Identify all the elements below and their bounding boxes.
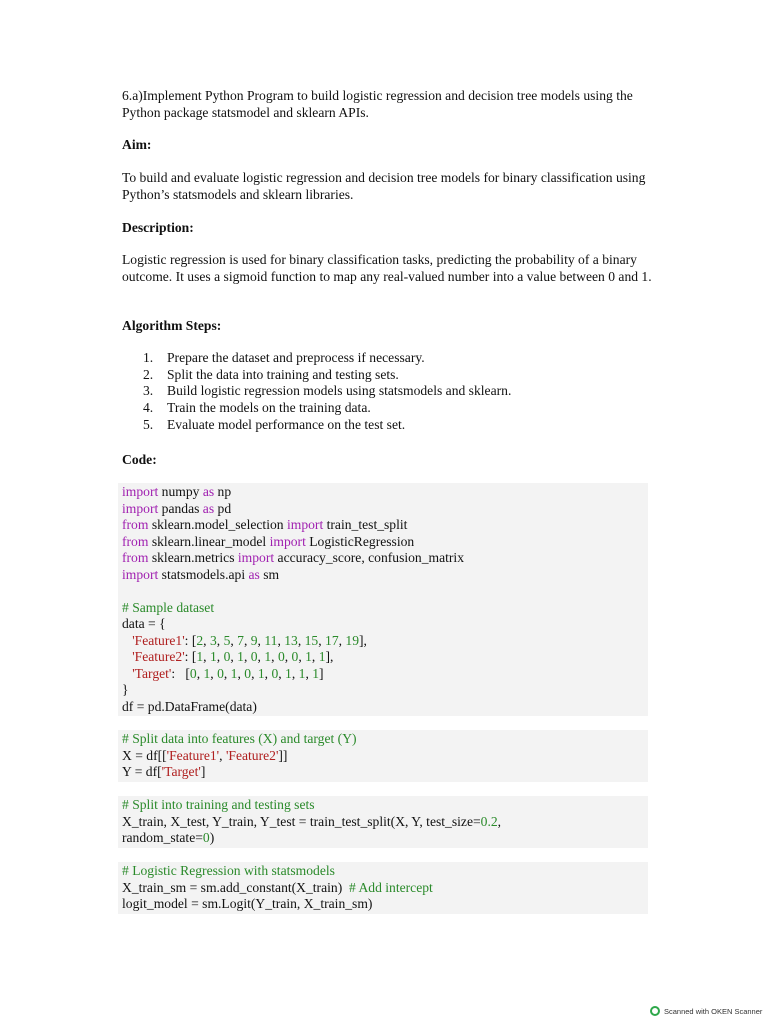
- code-number: 1: [318, 649, 326, 664]
- code-keyword: as: [248, 566, 260, 582]
- code-line: [122, 583, 648, 600]
- oken-scanner-logo-icon: [650, 1006, 660, 1016]
- code-string: 'Target': [132, 665, 172, 681]
- list-item: [143, 383, 511, 400]
- code-keyword: import: [269, 533, 306, 549]
- step-text: Prepare the dataset and preprocess if necessary.: [167, 350, 425, 365]
- code-number: 1: [298, 665, 306, 681]
- code-text: ],: [325, 649, 334, 664]
- code-text: ,: [257, 632, 265, 648]
- code-text: ,: [298, 649, 306, 664]
- code-comment: # Add intercept: [349, 879, 433, 895]
- code-number: 0: [250, 649, 258, 664]
- step-number: 3.: [143, 383, 154, 399]
- code-text: ,: [196, 665, 204, 681]
- code-text: ,: [251, 665, 258, 681]
- code-line: [122, 600, 648, 617]
- code-text: ,: [291, 665, 299, 681]
- code-text: X_train_sm = sm.add_constant(X_train): [122, 879, 350, 895]
- code-text: accuracy_score, confusion_matrix: [274, 550, 465, 565]
- code-text: : [: [184, 632, 197, 648]
- code-number: 9: [250, 632, 258, 648]
- code-number: 1: [285, 665, 292, 681]
- code-block-feature-split: [118, 730, 648, 782]
- code-text: ,: [264, 665, 272, 681]
- code-text: sklearn.metrics: [148, 550, 238, 565]
- step-number: 5.: [143, 416, 154, 432]
- code-text: sklearn.model_selection: [148, 517, 287, 532]
- code-keyword: import: [237, 550, 275, 565]
- code-text: ): [209, 830, 215, 845]
- code-comment: # Split into training and testing sets: [122, 797, 315, 812]
- step-text: Evaluate model performance on the test set.: [167, 416, 406, 432]
- code-block-imports-dataset: [118, 483, 648, 716]
- list-item: [143, 350, 511, 367]
- code-text: train_test_split: [323, 517, 408, 532]
- code-number: 15: [304, 632, 319, 648]
- code-number: 1: [312, 665, 320, 681]
- code-line: [122, 649, 648, 666]
- code-text: ,: [203, 632, 210, 648]
- code-number: 0: [217, 665, 224, 681]
- step-text: Split the data into training and testing sets.: [167, 366, 399, 382]
- code-text: ,: [277, 632, 285, 648]
- scanner-watermark: [650, 1006, 762, 1016]
- code-keyword: import: [122, 566, 159, 582]
- code-keyword: import: [286, 517, 324, 532]
- code-number: 0.2: [480, 813, 498, 829]
- code-number: 3: [209, 632, 217, 648]
- code-text: np: [214, 484, 232, 499]
- code-text: ,: [278, 665, 286, 681]
- code-number: 0: [189, 665, 197, 681]
- code-number: 0: [271, 665, 279, 681]
- code-text: ,: [318, 632, 326, 648]
- scanner-watermark-text: Scanned with OKEN Scanner: [664, 1006, 763, 1016]
- code-number: 1: [237, 649, 244, 664]
- code-keyword: import: [122, 500, 159, 516]
- code-text: data = {: [122, 616, 166, 631]
- step-text: Train the models on the training data.: [167, 400, 371, 416]
- step-text: Build logistic regression models using statsmodels and sklearn.: [167, 383, 512, 399]
- code-line: [122, 731, 648, 748]
- code-number: 17: [325, 632, 339, 648]
- code-line: [122, 666, 648, 683]
- list-item: [143, 417, 511, 434]
- code-line: [122, 748, 648, 765]
- code-string: 'Feature1': [132, 632, 185, 648]
- code-text: : [: [184, 649, 197, 664]
- code-text: numpy: [158, 484, 203, 499]
- code-text: ,: [311, 649, 319, 664]
- code-text: ,: [216, 632, 224, 648]
- code-text: ,: [237, 665, 245, 681]
- code-line: [122, 814, 648, 831]
- code-text: logit_model = sm.Logit(Y_train, X_train_sm): [122, 896, 373, 911]
- code-number: 19: [345, 632, 359, 648]
- code-block-logistic-regression: [118, 862, 648, 914]
- code-text: [122, 666, 132, 681]
- code-heading: Code:: [122, 452, 157, 467]
- code-text: ,: [203, 649, 210, 664]
- code-text: ]: [319, 665, 324, 681]
- code-number: 7: [237, 632, 244, 648]
- code-text: ,: [297, 632, 305, 648]
- code-line: [122, 699, 648, 716]
- code-text: ]: [200, 764, 206, 779]
- code-text: ,: [338, 632, 346, 648]
- code-text: LogisticRegression: [305, 533, 415, 549]
- code-line: [122, 567, 648, 584]
- code-number: 0: [223, 649, 231, 664]
- code-line: [122, 830, 648, 847]
- code-text: ,: [230, 632, 238, 648]
- code-text: Y = df[: [122, 764, 162, 779]
- code-text: ,: [223, 665, 231, 681]
- code-number: 11: [264, 632, 278, 648]
- code-block-train-test-split: [118, 796, 648, 848]
- code-text: sm: [259, 566, 280, 582]
- algorithm-steps-list: [143, 350, 511, 433]
- code-line: [122, 633, 648, 650]
- code-text: ,: [497, 813, 502, 829]
- description-text: Logistic regression is used for binary classification tasks, predicting the probability of a binary outcome. It uses a sigmoid function to map any real-valued number into a value between 0 and 1.: [122, 252, 652, 284]
- code-number: 1: [196, 649, 204, 664]
- code-text: ,: [243, 649, 251, 664]
- code-text: ,: [305, 665, 313, 681]
- code-text: }: [122, 682, 129, 697]
- code-text: ,: [271, 649, 278, 664]
- code-number: 1: [209, 649, 217, 664]
- step-number: 1.: [143, 350, 154, 365]
- code-number: 0: [202, 830, 210, 845]
- code-line: [122, 501, 648, 518]
- code-keyword: as: [202, 484, 215, 499]
- code-number: 5: [223, 632, 231, 648]
- code-line: [122, 534, 648, 551]
- code-text: ,: [257, 649, 265, 664]
- code-text: sklearn.linear_model: [148, 533, 270, 549]
- code-comment: # Logistic Regression with statsmodels: [122, 863, 335, 878]
- code-text: ,: [210, 665, 218, 681]
- document-title: 6.a)Implement Python Program to build logistic regression and decision tree models using the Python package statsmodel and sklearn APIs.: [122, 88, 633, 120]
- aim-text: To build and evaluate logistic regression and decision tree models for binary classification using Python’s statsmodels and sklearn libraries.: [122, 170, 646, 202]
- code-text: ],: [359, 632, 367, 648]
- algorithm-heading: Algorithm Steps:: [122, 318, 222, 333]
- code-text: pd: [214, 500, 232, 516]
- code-number: 0: [244, 665, 252, 681]
- code-number: 1: [264, 649, 272, 664]
- code-number: 1: [230, 665, 238, 681]
- code-number: 1: [203, 665, 211, 681]
- description-heading: Description:: [122, 220, 194, 235]
- code-line: [122, 880, 648, 897]
- code-text: pandas: [158, 500, 203, 516]
- code-line: [122, 484, 648, 501]
- code-keyword: from: [122, 550, 149, 565]
- code-string: 'Target': [161, 764, 201, 779]
- code-text: random_state=: [122, 830, 203, 845]
- code-line: [122, 682, 648, 699]
- code-text: statsmodels.api: [158, 566, 249, 582]
- code-comment: # Split data into features (X) and target (Y): [122, 731, 357, 746]
- code-text: df = pd.DataFrame(data): [122, 698, 257, 714]
- code-line: [122, 797, 648, 814]
- code-line: [122, 550, 648, 567]
- code-keyword: from: [122, 533, 149, 549]
- code-text: : [: [171, 665, 190, 681]
- code-number: 1: [257, 665, 265, 681]
- code-text: [122, 633, 132, 648]
- code-line: [122, 863, 648, 880]
- code-line: [122, 616, 648, 633]
- aim-heading: Aim:: [122, 137, 152, 152]
- code-text: ,: [243, 632, 251, 648]
- code-number: 2: [196, 632, 204, 648]
- code-string: 'Feature2': [132, 649, 185, 664]
- code-string: 'Feature2': [225, 747, 279, 763]
- code-number: 1: [305, 649, 312, 664]
- code-text: ]]: [278, 747, 288, 763]
- code-text: [122, 649, 132, 664]
- step-number: 2.: [143, 366, 154, 382]
- code-line: [122, 896, 648, 913]
- code-text: ,: [219, 747, 226, 763]
- code-number: 0: [291, 649, 299, 664]
- code-text: X = df[[: [122, 747, 167, 763]
- code-string: 'Feature1': [166, 747, 220, 763]
- code-keyword: as: [202, 500, 215, 516]
- code-text: ,: [230, 649, 238, 664]
- step-number: 4.: [143, 400, 154, 416]
- code-keyword: from: [122, 517, 149, 532]
- list-item: [143, 367, 511, 384]
- code-line: [122, 517, 648, 534]
- code-text: X_train, X_test, Y_train, Y_test = train_test_split(X, Y, test_size=: [122, 813, 481, 829]
- code-line: [122, 764, 648, 781]
- code-comment: # Sample dataset: [122, 599, 215, 615]
- code-number: 13: [284, 632, 298, 648]
- list-item: [143, 400, 511, 417]
- code-text: ,: [216, 649, 224, 664]
- code-text: ,: [284, 649, 292, 664]
- code-number: 0: [277, 649, 285, 664]
- code-keyword: import: [122, 484, 159, 499]
